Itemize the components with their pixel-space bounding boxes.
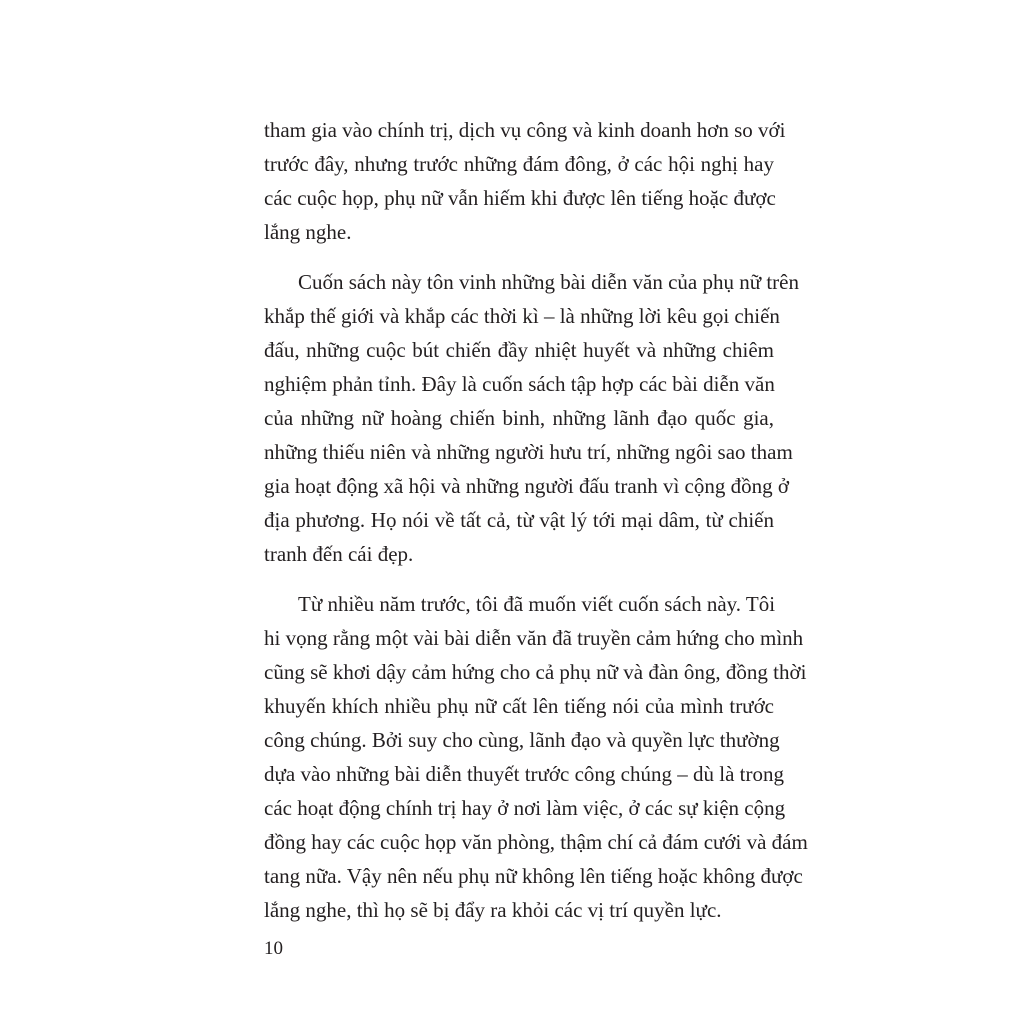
text-line: các cuộc họp, phụ nữ vẫn hiếm khi được lên tiếng hoặc được bbox=[264, 186, 776, 210]
text-line: Từ nhiều năm trước, tôi đã muốn viết cuốn sách này. Tôi bbox=[298, 592, 776, 616]
paragraph-2 bbox=[264, 265, 799, 571]
page-number: 10 bbox=[264, 938, 283, 959]
paragraph-1 bbox=[264, 113, 786, 249]
text-line: đấu, những cuộc bút chiến đầy nhiệt huyết và những chiêm bbox=[264, 338, 774, 362]
text-line: các hoạt động chính trị hay ở nơi làm việc, ở các sự kiện cộng bbox=[264, 796, 786, 820]
text-line: địa phương. Họ nói về tất cả, từ vật lý tới mại dâm, từ chiến bbox=[264, 508, 774, 532]
text-line: khuyến khích nhiều phụ nữ cất lên tiếng nói của mình trước bbox=[264, 694, 774, 718]
text-line: gia hoạt động xã hội và những người đấu tranh vì cộng đồng ở bbox=[264, 474, 789, 498]
paragraph-gap bbox=[264, 571, 774, 587]
text-line: đồng hay các cuộc họp văn phòng, thậm chí cả đám cưới và đám bbox=[264, 830, 808, 854]
text-line: nghiệm phản tỉnh. Đây là cuốn sách tập hợp các bài diễn văn bbox=[264, 372, 775, 396]
text-line: tham gia vào chính trị, dịch vụ công và kinh doanh hơn so với bbox=[264, 118, 786, 142]
text-line: những thiếu niên và những người hưu trí, những ngôi sao tham bbox=[264, 440, 793, 464]
text-line: khắp thế giới và khắp các thời kì – là những lời kêu gọi chiến bbox=[264, 304, 780, 328]
text-line: lắng nghe. bbox=[264, 220, 352, 244]
text-line: lắng nghe, thì họ sẽ bị đẩy ra khỏi các vị trí quyền lực. bbox=[264, 898, 722, 922]
text-line: tranh đến cái đẹp. bbox=[264, 542, 414, 566]
text-line: hi vọng rằng một vài bài diễn văn đã truyền cảm hứng cho mình bbox=[264, 626, 804, 650]
text-line: dựa vào những bài diễn thuyết trước công chúng – dù là trong bbox=[264, 762, 784, 786]
text-line: cũng sẽ khơi dậy cảm hứng cho cả phụ nữ và đàn ông, đồng thời bbox=[264, 660, 807, 684]
text-line: của những nữ hoàng chiến binh, những lãnh đạo quốc gia, bbox=[264, 406, 774, 430]
text-line: trước đây, nhưng trước những đám đông, ở các hội nghị hay bbox=[264, 152, 774, 176]
paragraph-gap bbox=[264, 249, 774, 265]
body-text bbox=[264, 113, 808, 927]
text-line: công chúng. Bởi suy cho cùng, lãnh đạo và quyền lực thường bbox=[264, 728, 780, 752]
text-line: Cuốn sách này tôn vinh những bài diễn văn của phụ nữ trên bbox=[298, 270, 799, 294]
paragraph-3 bbox=[264, 587, 808, 927]
text-line: tang nữa. Vậy nên nếu phụ nữ không lên tiếng hoặc không được bbox=[264, 864, 803, 888]
